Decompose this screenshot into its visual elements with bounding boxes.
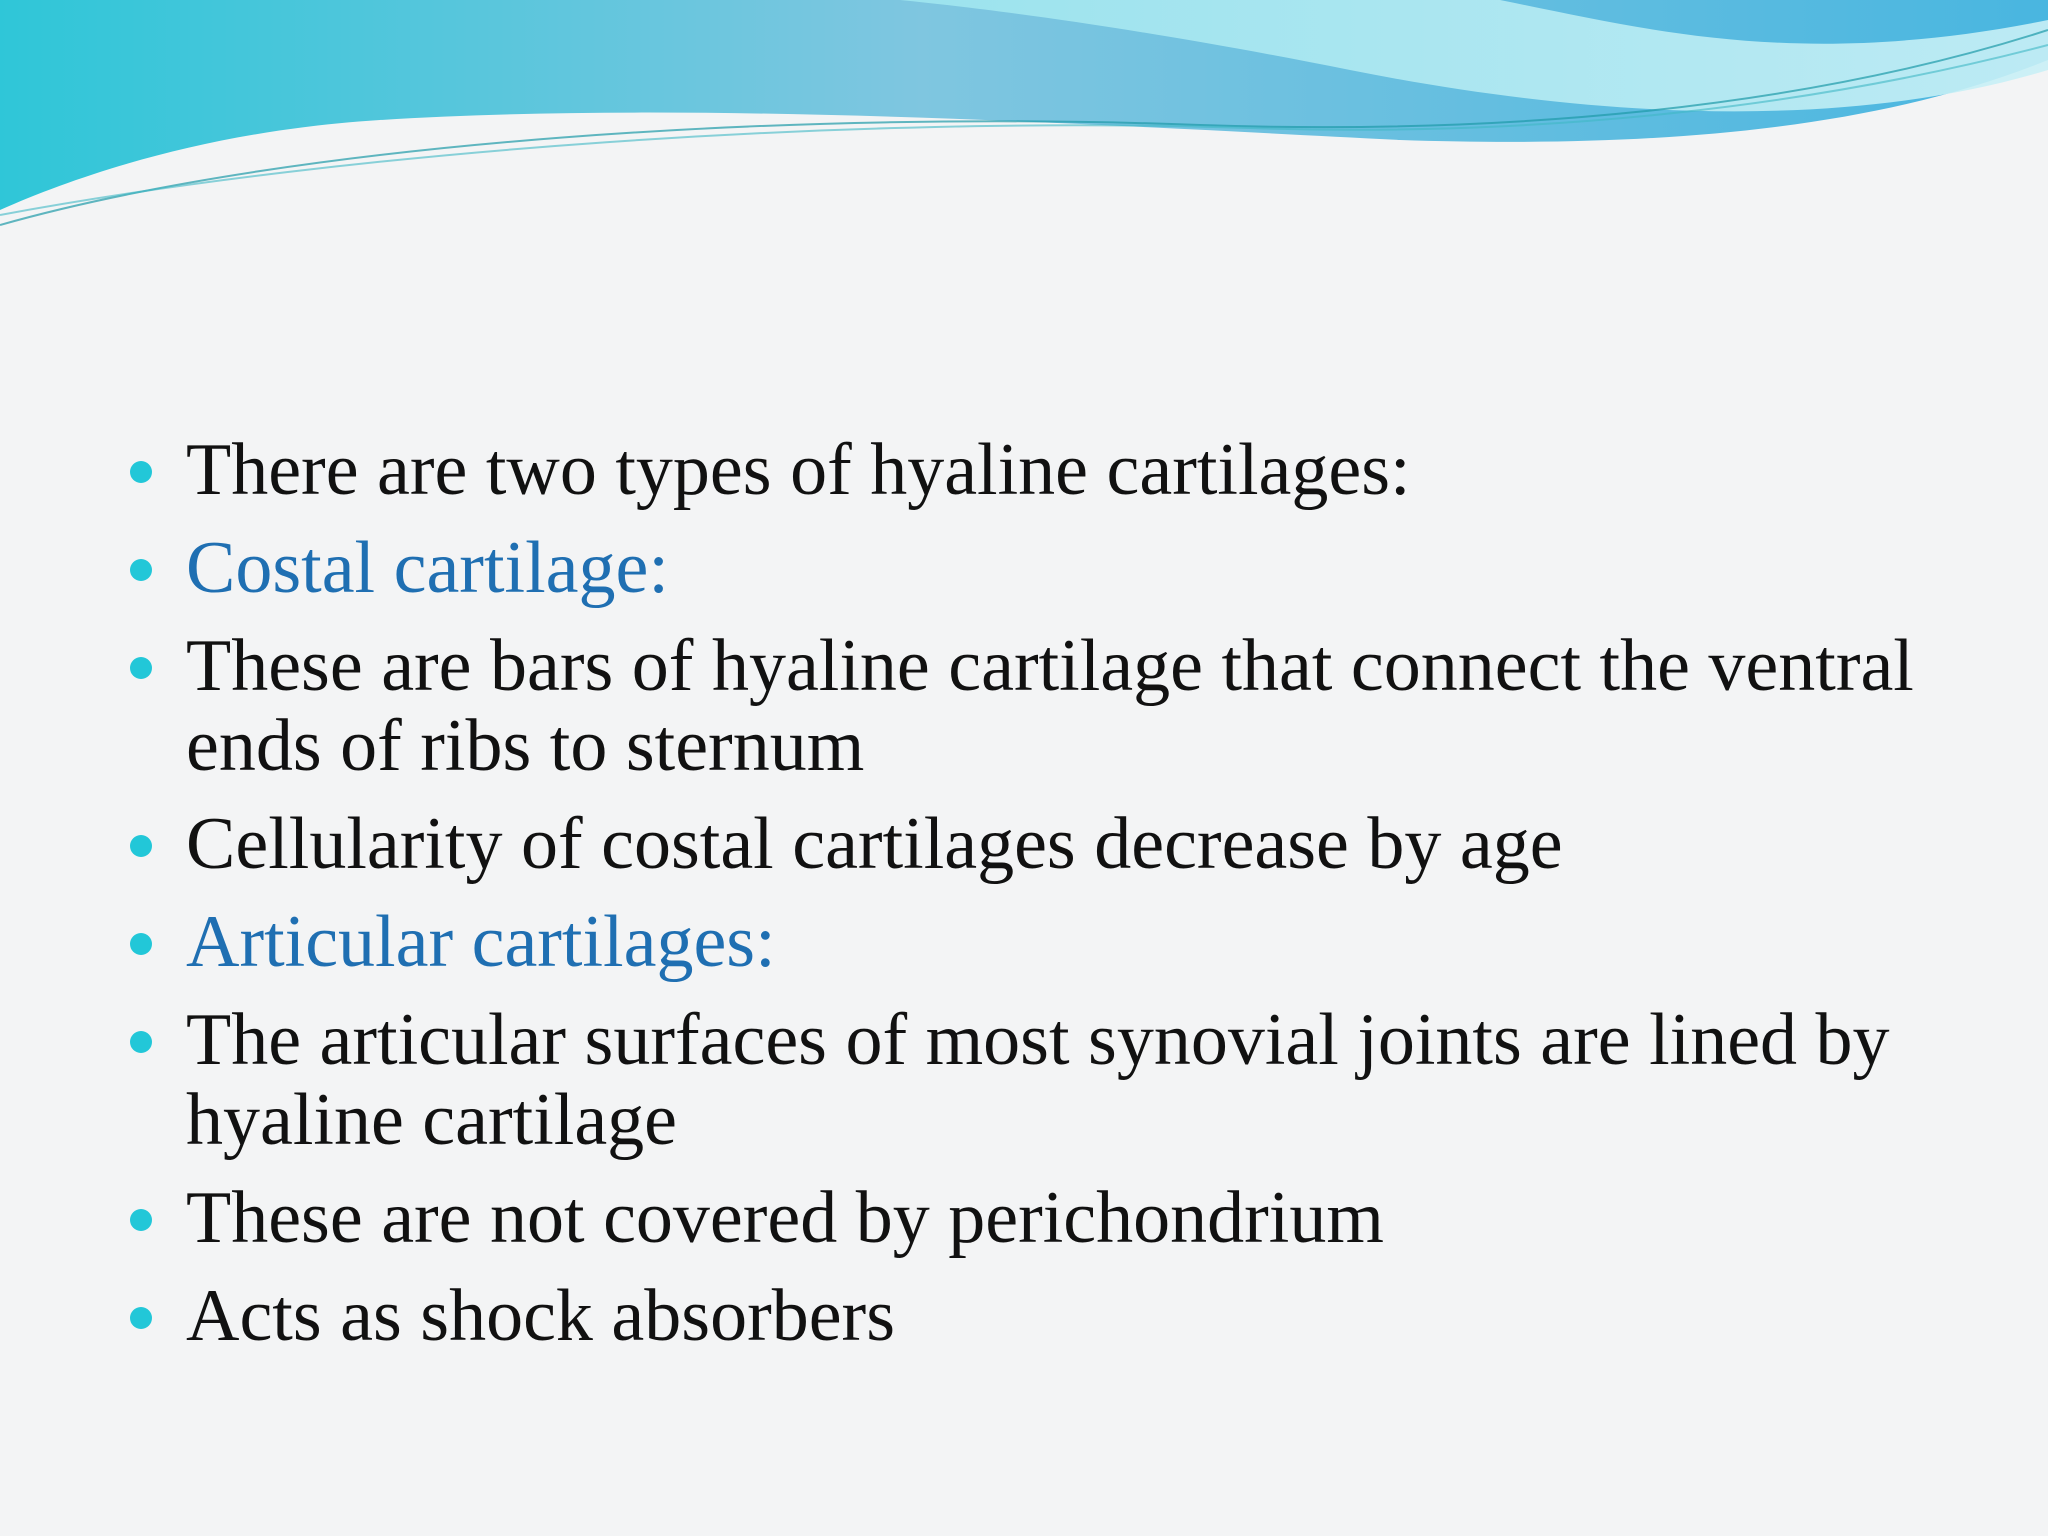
bullet-text: These are not covered by perichondrium: [186, 1177, 1384, 1259]
bullet-text: Acts as shock absorbers: [186, 1275, 895, 1357]
bullet-dot-icon: [130, 559, 152, 581]
bullet-item: [128, 430, 1948, 510]
bullet-item: [128, 1276, 1948, 1356]
bullet-item: [128, 1000, 1948, 1160]
bullet-text: There are two types of hyaline cartilages:: [186, 429, 1411, 511]
bullet-item: [128, 804, 1948, 884]
bullet-item-heading: [128, 528, 1948, 608]
bullet-dot-icon: [130, 835, 152, 857]
bullet-dot-icon: [130, 461, 152, 483]
bullet-item-heading: [128, 902, 1948, 982]
bullet-list: [128, 430, 1948, 1374]
bullet-item: [128, 1178, 1948, 1258]
bullet-dot-icon: [130, 933, 152, 955]
bullet-dot-icon: [130, 657, 152, 679]
bullet-text: Cellularity of costal cartilages decrease by age: [186, 803, 1563, 885]
bullet-text: Articular cartilages:: [186, 901, 776, 983]
bullet-dot-icon: [130, 1307, 152, 1329]
header-wave-decoration: [0, 0, 2048, 240]
bullet-item: [128, 626, 1948, 786]
bullet-text: The articular surfaces of most synovial joints are lined by hyaline cartilage: [186, 999, 1890, 1161]
bullet-dot-icon: [130, 1031, 152, 1053]
bullet-text: Costal cartilage:: [186, 527, 669, 609]
bullet-dot-icon: [130, 1209, 152, 1231]
bullet-text: These are bars of hyaline cartilage that connect the ventral ends of ribs to sternum: [186, 625, 1914, 787]
